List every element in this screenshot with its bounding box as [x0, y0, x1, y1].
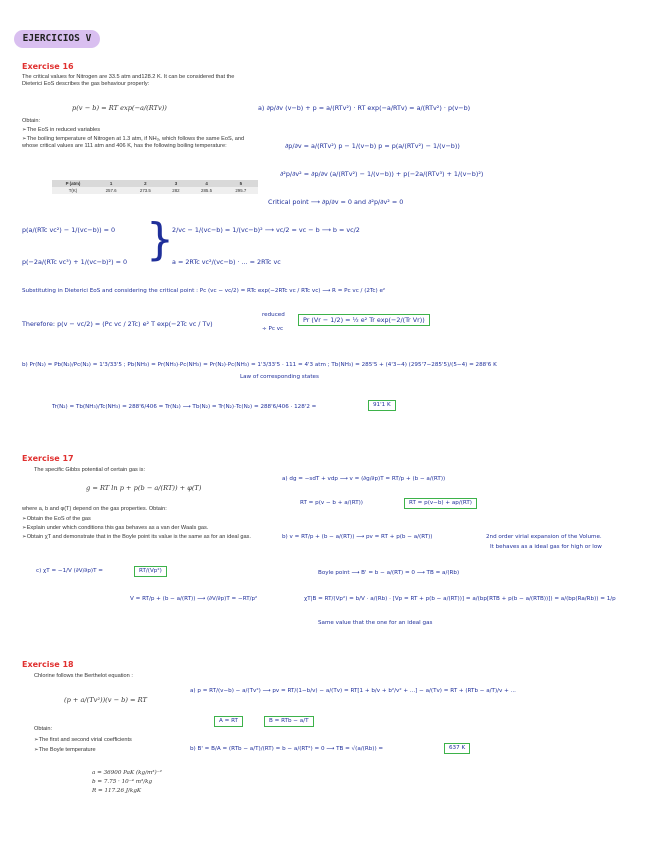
solution-a: a = 2RTc vc²/(vc−b) · ... = 2RTc vc: [172, 258, 281, 266]
exercise-18-bullet-1: ➢ The first and second virial coefficients: [34, 737, 132, 744]
reduced-eos-result: Pr (Vr − 1/2) = ½ e² Tr exp(−2/(Tr Vr)): [298, 314, 430, 326]
table-cell: 273.5: [128, 187, 162, 194]
ex17-eos-result: RT = p(v−b) + ap/(RT): [404, 498, 477, 509]
exercise-16-bullet-1: ➢ The EoS in reduced variables: [22, 127, 252, 134]
table-cell: 285.5: [189, 187, 223, 194]
solution-b: 2/vc − 1/(vc−b) = 1/(vc−b)² ⟶ vc/2 = vc − b ⟶ b = vc/2: [172, 226, 360, 234]
dieterici-equation: p(v − b) = RT exp(−a/(RTv)): [72, 104, 167, 112]
table-cell: 282: [163, 187, 190, 194]
ex17-virial-line: b) v = RT/p + (b − a/(RT)) ⟶ pv = RT + p(b − a/(RT)): [282, 534, 433, 540]
system-brace: }: [146, 214, 174, 265]
ex18-boyle-line: b) B' = B/A = (RTb − a/T)/(RT) = b − a/(RT²) = 0 ⟶ TB = √(a/(Rb)) =: [190, 746, 384, 752]
substitution-line: Substituting in Dieterici EoS and considering the critical point : Pc (vc − vc/2) = RTc exp(−2RTc vc / RTc vc) ⟶ R = Pc vc / (2Tc) e²: [22, 288, 386, 294]
berthelot-equation: (p + a/(Tv²))(v − b) = RT: [64, 696, 147, 704]
exercise-18-title: Exercise 18: [22, 660, 74, 669]
exercise-16-intro: The critical values for Nitrogen are 33.5 atm and128.2 K. It can be considered that the Dieterici EoS describes the gas behaviour properly:: [22, 74, 235, 88]
virial-expansion-note: 2nd order virial expansion of the Volume.: [486, 534, 602, 540]
second-virial-coefficient: B = RTb − a/T: [264, 716, 314, 727]
ex17-eos-rearranged: RT = p(v − b + a/(RT)): [300, 500, 363, 506]
exercise-17-bullet-2: ➢ Explain under which conditions this gas behaves as a van der Waals gas.: [22, 525, 272, 532]
exercise-18-obtain-label: Obtain:: [34, 726, 53, 732]
exercise-17-title: Exercise 17: [22, 454, 74, 463]
critical-system-eq-1: p(a/(RTc vc²) − 1/(vc−b)) = 0: [22, 226, 116, 234]
exercise-16-bullet-2: ➢ The boiling temperature of Nitrogen at 1.3 atm, if NH₃, which follows the same EoS, and whose critical values are 111 atm and 406 K, has the following boiling temperature:: [22, 136, 252, 151]
exercise-18-bullet-2: ➢ The Boyle temperature: [34, 747, 96, 754]
derivation-line-1: a) ∂p/∂v (v−b) + p = a/(RTv²) · RT exp(−a/RTv) = a/(RTv²) · p(v−b): [258, 104, 471, 112]
ideal-gas-behaviour-note: It behaves as a ideal gas for high or low: [490, 544, 602, 550]
exercise-17-bullet-3: ➢ Obtain χT and demonstrate that in the Boyle point its value is the same as for an ideal gas.: [22, 534, 272, 541]
boyle-point-line: Boyle point ⟶ B' = b − a/(RT) = 0 ⟶ TB = a/(Rb): [318, 570, 460, 576]
table-cell: 295.7: [224, 187, 258, 194]
exercise-16-obtain-label: Obtain:: [22, 118, 41, 124]
gibbs-equation: g = RT ln p + p(b − a/(RT)) + φ(T): [86, 484, 202, 492]
table-header-cell: 4: [189, 180, 223, 187]
table-header-cell: 1: [94, 180, 128, 187]
divide-label: ÷ Pc vc: [262, 326, 284, 332]
exercise-16-title: Exercise 16: [22, 62, 74, 71]
nitrogen-boiling-temp-result: 91'1 K: [368, 400, 396, 411]
exercise-17-bullet-1: ➢ Obtain the EoS of the gas: [22, 516, 272, 523]
part-b-line-1: b) Pr(N₂) = Pb(N₂)/Pc(N₂) = 1'3/33'5 ; Pb(NH₃) = Pr(NH₃)·Pc(NH₃) = Pr(N₂)·Pc(NH₃) = 1'3/33'5 · 111 = 4'3 atm ; Tb(NH₃) = 285'5 + (4'3−4) (295'7−285'5)/(5−4) = 288'6 K: [22, 362, 497, 368]
derivation-line-2: ∂p/∂v = a/(RTv²) p − 1/(v−b) p = p(a/(RTv²) − 1/(v−b)): [285, 142, 460, 150]
ex18-virial-expansion: a) p = RT/(v−b) − a/(Tv²) ⟶ pv = RT/(1−b/v) − a/(Tv) = RT[1 + b/v + b²/v² + ...] − a/(Tv) = RT + (RTb − a/T)/v + ...: [190, 688, 516, 694]
reduced-label: reduced: [262, 312, 285, 318]
constant-r: R = 117.26 J/kgK: [92, 788, 142, 794]
therefore-line: Therefore: p(v − vc/2) = (Pc vc / 2Tc) e² T exp(−2Tc vc / Tv): [22, 320, 213, 328]
constant-a: a = 36900 PaK (kg/m³)⁻²: [92, 770, 162, 776]
table-cell: T(K): [52, 187, 94, 194]
part-b-line-2: Tr(N₂) = Tb(NH₃)/Tc(NH₃) = 288'6/406 = Tr(N₂) ⟶ Tb(N₂) = Tr(N₂)·Tc(N₂) = 288'6/406 · 128'2 =: [52, 404, 317, 410]
table-cell: 257.6: [94, 187, 128, 194]
boiling-temperature-table: [52, 180, 258, 194]
compressibility-derivative: V = RT/p + (b − a/(RT)) ⟶ (∂V/∂p)T = −RT/p²: [130, 596, 258, 602]
constant-b: b = 7.75 · 10⁻⁴ m³/kg: [92, 779, 153, 785]
first-virial-coefficient: A = RT: [214, 716, 243, 727]
table-header-cell: 2: [128, 180, 162, 187]
table-header-cell: 5: [224, 180, 258, 187]
boyle-compressibility-line: χT|B = RT/(Vp²) = b/V · a/(Rb) · [Vp = RT + p(b − a/(RT))] = a/(bp[RTB + p(b − a/(RTB))]) = a/(bp(Ra/Rb)) = 1/p: [304, 596, 616, 602]
ex17-eos-derivation: a) dg = −sdT + vdp ⟶ v = (∂g/∂p)T = RT/p + (b − a/(RT)): [282, 476, 446, 482]
exercise-18-intro: Chlorine follows the Berthelot equation :: [34, 673, 133, 679]
table-header-cell: 3: [163, 180, 190, 187]
table-header-cell: P (atm): [52, 180, 94, 187]
boyle-temperature-result: 637 K: [444, 743, 470, 754]
compressibility-def: c) χT = −1/V (∂V/∂p)T =: [36, 568, 103, 574]
corresponding-states-label: Law of corresponding states: [240, 374, 319, 380]
compressibility-box: RT/(Vp²): [134, 566, 167, 577]
ideal-gas-same-value-note: Same value that the one for an ideal gas: [318, 620, 433, 626]
exercise-17-intro: The specific Gibbs potential of certain gas is:: [34, 467, 145, 473]
exercise-17-where: where a, b and φ(T) depend on the gas properties. Obtain:: [22, 506, 167, 512]
page-title-badge: EJERCICIOS V: [14, 30, 100, 48]
derivation-line-3: ∂²p/∂v² = ∂p/∂v (a/(RTv²) − 1/(v−b)) + p(−2a/(RTv³) + 1/(v−b)²): [280, 170, 484, 178]
critical-system-eq-2: p(−2a/(RTc vc³) + 1/(vc−b)²) = 0: [22, 258, 128, 266]
critical-point-condition: Critical point ⟶ ∂p/∂v = 0 and ∂²p/∂v² = 0: [268, 198, 404, 206]
